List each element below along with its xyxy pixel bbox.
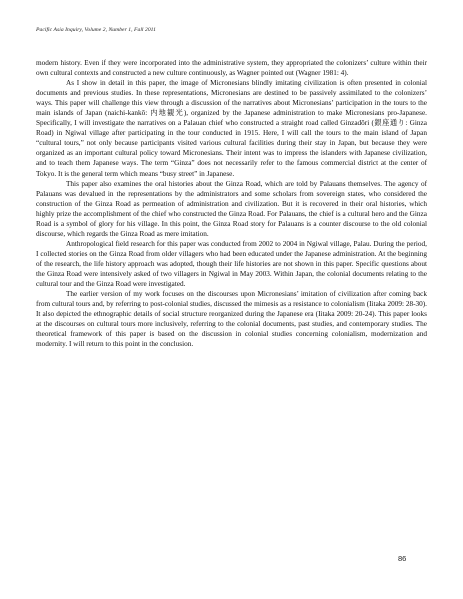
- paragraph: The earlier version of my work focuses on the discourses upon Micronesians’ imitation of civilization after coming back from cultural tours and, by referring to post-colonial studies, discussed the mimesis as a resistance to colonialism (Iitaka 2009: 28-30). It also depicted the ethnographic details of social structure reorganized during the Japanese era (Iitaka 2009: 20-24). This paper looks at the discourses on cultural tours more inclusively, referring to the colonial documents, past studies, and contemporary studies. The theoretical framework of this paper is based on the discussion in colonial studies concerning colonialism, modernization and modernity. I will return to this point in the conclusion.: [36, 290, 427, 349]
- page-number: 86: [398, 554, 407, 563]
- paragraph: modern history. Even if they were incorporated into the administrative system, they appropriated the colonizers’ culture within their own cultural contexts and constructed a new culture continuously, as Wagner pointed out (Wagner 1981: 4).: [36, 59, 427, 78]
- paragraph: This paper also examines the oral histories about the Ginza Road, which are told by Palauans themselves. The agency of Palauans was devalued in the representations by the administrators and some scholars from sovereign states, who considered the construction of the Ginza Road as permeation of administration and civilization. But it is recovered in their oral histories, which highly prize the accomplishment of the chief who constructed the Ginza Road. For Palauans, the chief is a cultural hero and the Ginza Road is a symbol of glory for his village. In this point, the Ginza Road story for Palauans is a counter discourse to the old colonial discourse, which regards the Ginza Road as mere imitation.: [36, 179, 427, 238]
- running-header: Pacific Asia Inquiry, Volume 2, Number 1, Fall 2011: [36, 27, 156, 33]
- body-text: [36, 58, 427, 349]
- paragraph: As I show in detail in this paper, the image of Micronesians blindly imitating civilization is often presented in colonial documents and previous studies. In these representations, Micronesians are destined to be passively assimilated to the colonizers’ ways. This paper will challenge this view through a discussion of the narratives about Micronesians’ participation in the tours to the main islands of Japan (naichi-kankō: 内地観光), organized by the Japanese administration to make Micronesians pro-Japanese. Specifically, I will investigate the narratives on a Palauan chief who constructed a straight road called Ginzadōri (銀座通り: Ginza Road) in Ngiwal village after participating in the tour conducted in 1915. Here, I will call the tours to the main island of Japan “cultural tours,” not only because participants visited various cultural facilities during their stay in Japan, but because they were organized as an important cultural policy toward Micronesians. Their intent was to impress the islanders with Japanese civilization, and to teach them Japanese ways. The term “Ginza” does not necessarily refer to the famous commercial district at the center of Tokyo. It is the general term which means “busy street” in Japanese.: [36, 79, 427, 178]
- paragraph: Anthropological field research for this paper was conducted from 2002 to 2004 in Ngiwal village, Palau. During the period, I collected stories on the Ginza Road from older villagers who had been educated under the Japanese administration. At the beginning of the research, the life history approach was adopted, though their life histories are not shown in this paper. Specific questions about the Ginza Road were intensively asked of two villagers in Ngiwal in May 2003. Within Japan, the colonial documents relating to the cultural tour and the Ginza Road were investigated.: [36, 239, 427, 289]
